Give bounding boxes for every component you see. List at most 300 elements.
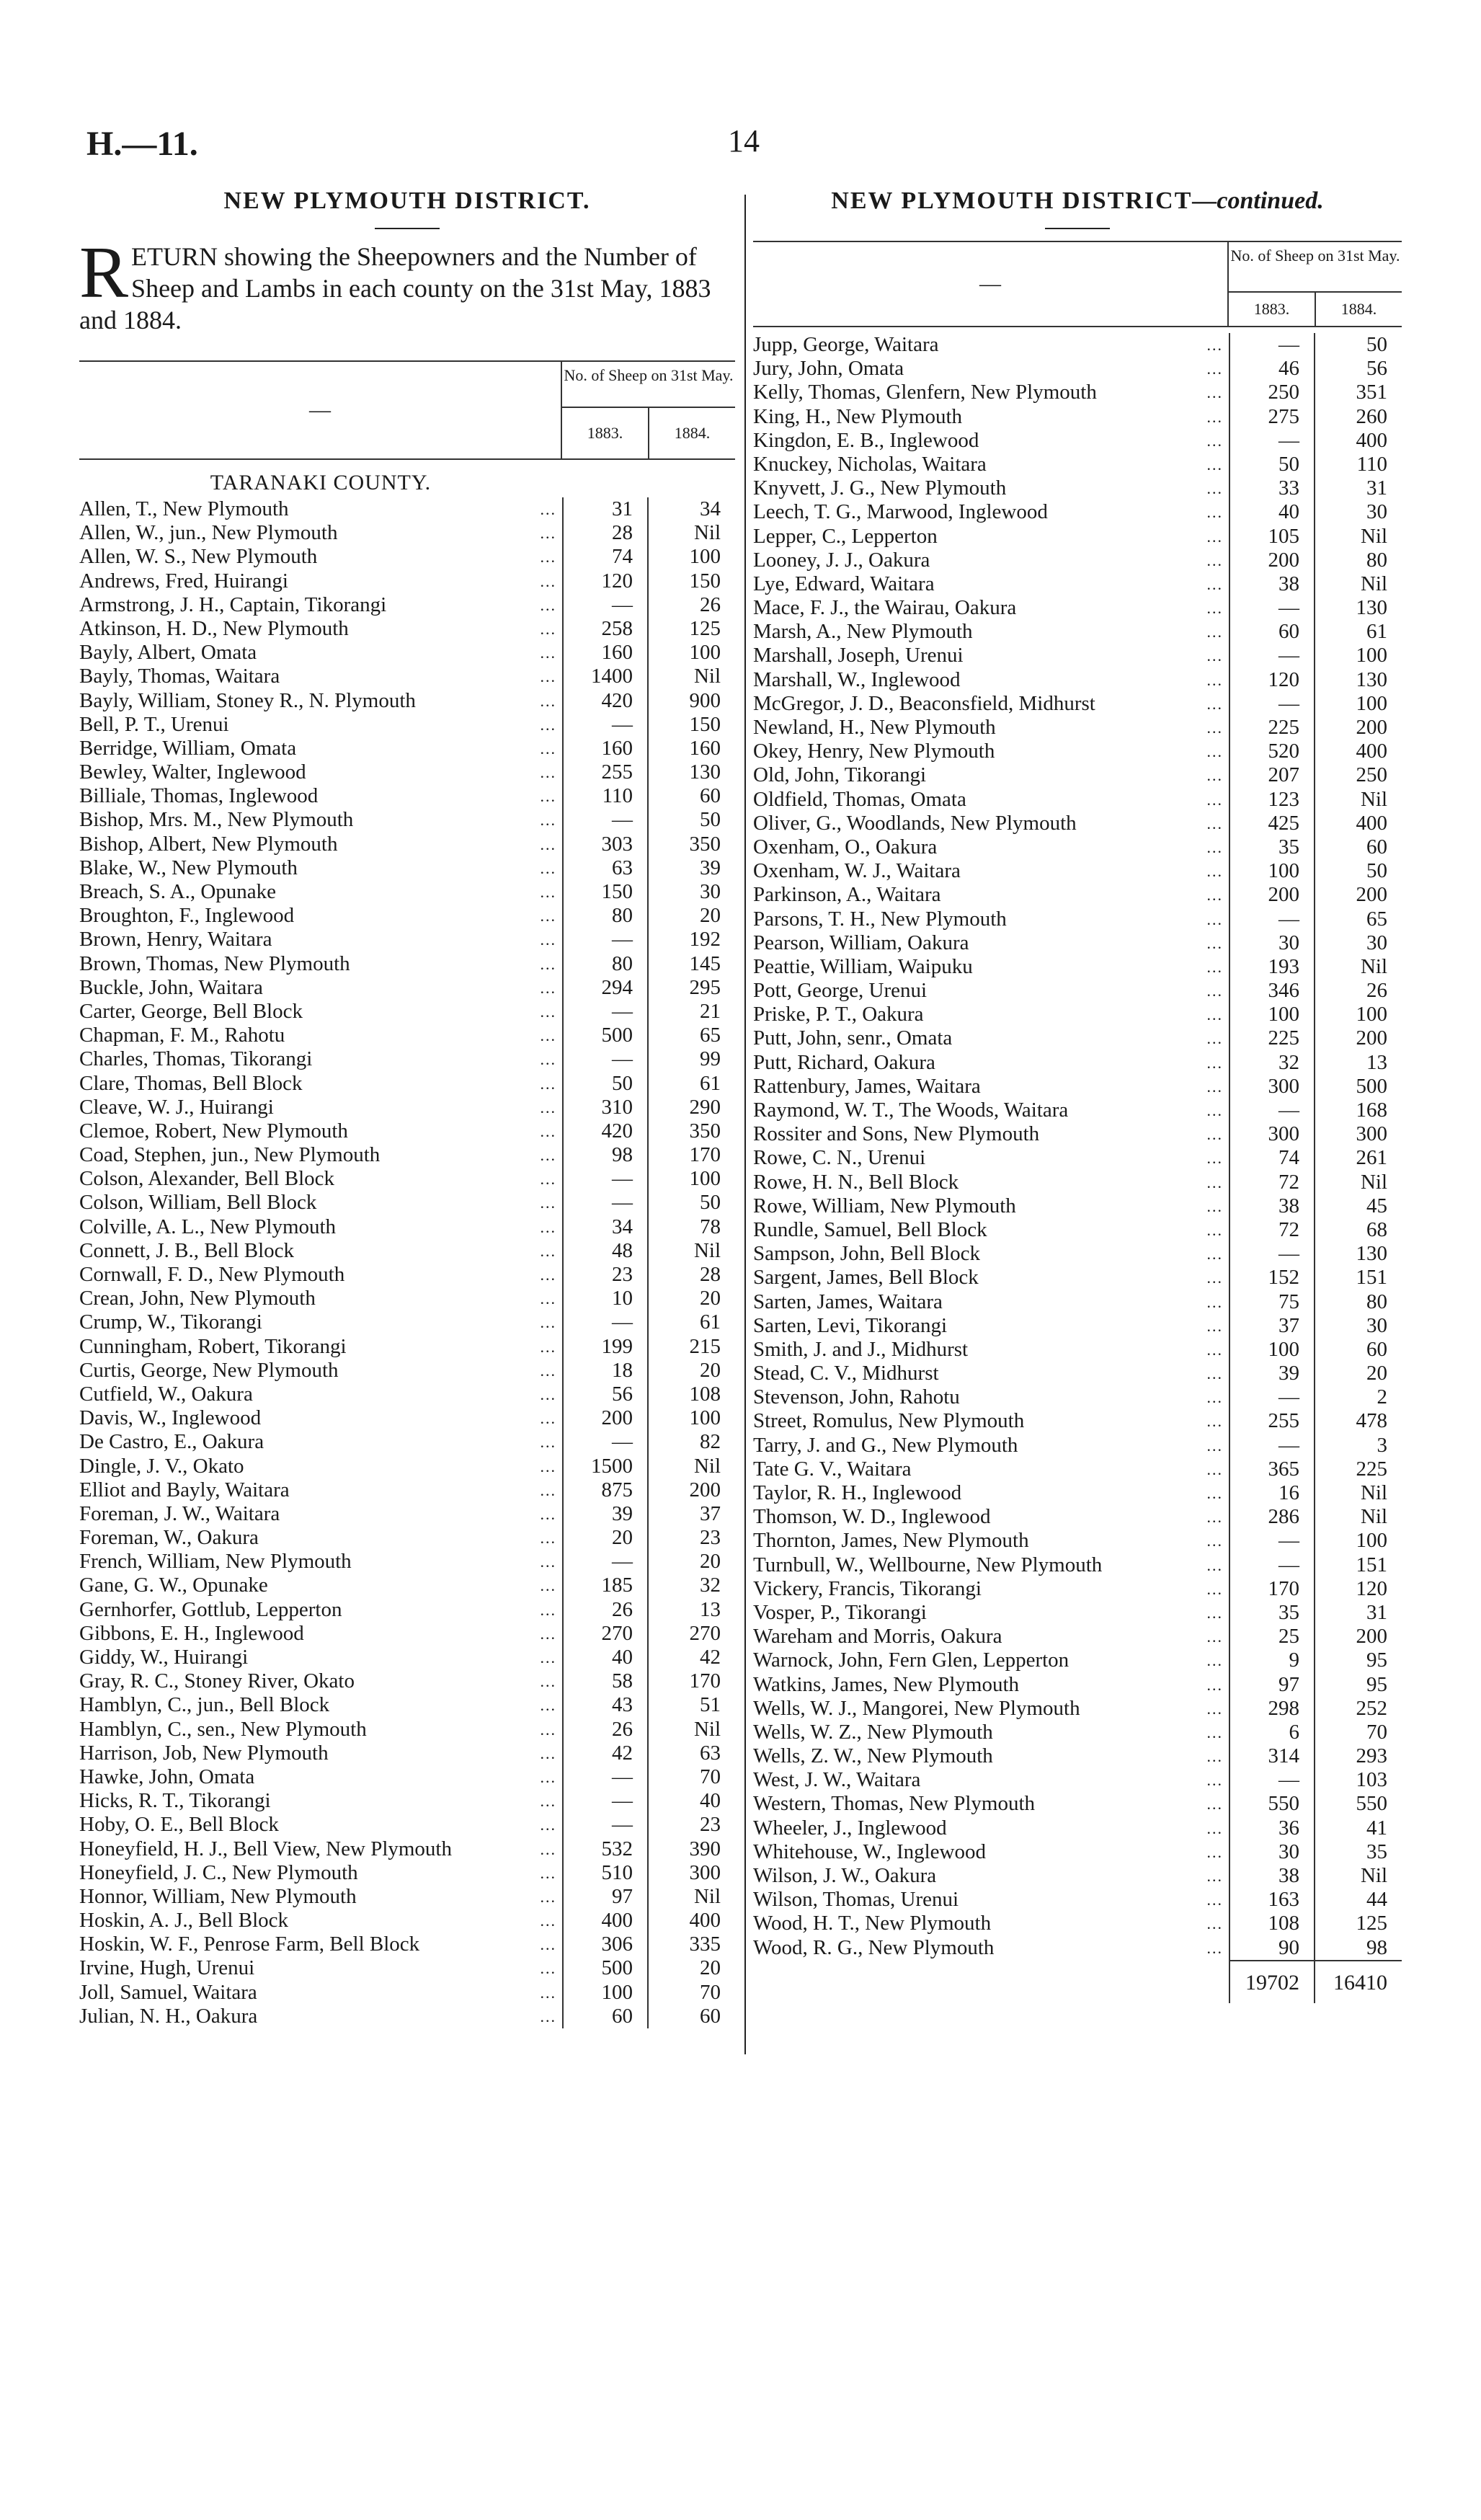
sheep-1883: 40 bbox=[1229, 500, 1315, 524]
owner-name: Stead, C. V., Midhurst bbox=[753, 1362, 942, 1385]
sheep-1884: Nil bbox=[1360, 1481, 1387, 1504]
table-row: Gibbons, E. H., Inglewood ... 270 270 bbox=[79, 1622, 735, 1646]
sheep-1883: 300 bbox=[1229, 1075, 1315, 1099]
sheep-1883: 400 bbox=[562, 1909, 649, 1933]
owner-name: Oliver, G., Woodlands, New Plymouth bbox=[753, 812, 1080, 835]
table-row: Marshall, Joseph, Urenui ... — 100 bbox=[753, 644, 1402, 667]
sheep-1883: 532 bbox=[562, 1837, 649, 1861]
sheep-1884: 50 bbox=[700, 808, 721, 832]
owner-name: Bayly, William, Stoney R., N. Plymouth bbox=[79, 689, 419, 712]
owner-name: Rattenbury, James, Waitara bbox=[753, 1075, 984, 1098]
sheep-1883: 32 bbox=[1229, 1051, 1315, 1075]
owner-name: Street, Romulus, New Plymouth bbox=[753, 1409, 1027, 1432]
owner-name: Hamblyn, C., sen., New Plymouth bbox=[79, 1718, 370, 1741]
intro-text: ETURN showing the Sheepowners and the Number of Sheep and Lambs in each county on the 31st May, 1883 and 1884. bbox=[79, 242, 711, 334]
sheep-1884: 200 bbox=[1356, 883, 1387, 907]
table-row: Chapman, F. M., Rahotu ... 500 65 bbox=[79, 1024, 735, 1047]
sheep-1884: 99 bbox=[700, 1047, 721, 1071]
owner-name: Parsons, T. H., New Plymouth bbox=[753, 908, 1010, 931]
total-1883: 19702 bbox=[1229, 1960, 1315, 2003]
sheep-1883: 120 bbox=[562, 569, 649, 593]
sheep-1883: 36 bbox=[1229, 1816, 1315, 1840]
table-row: Rossiter and Sons, New Plymouth ... 300 300 bbox=[753, 1122, 1402, 1146]
sheep-1883: 35 bbox=[1229, 1601, 1315, 1625]
table-row: Carter, George, Bell Block ... — 21 bbox=[79, 1000, 735, 1024]
sheep-1883: 38 bbox=[1229, 572, 1315, 596]
table-row: Gernhorfer, Gottlub, Lepperton ... 26 13 bbox=[79, 1598, 735, 1622]
owner-name: Lye, Edward, Waitara bbox=[753, 572, 938, 595]
owner-name: Blake, W., New Plymouth bbox=[79, 856, 301, 879]
sheep-1883: — bbox=[562, 1047, 649, 1071]
table-row: Coad, Stephen, jun., New Plymouth ... 98 170 bbox=[79, 1143, 735, 1167]
table-row: Rowe, C. N., Urenui ... 74 261 bbox=[753, 1146, 1402, 1170]
sheep-1883: 152 bbox=[1229, 1266, 1315, 1290]
owner-name: Hawke, John, Omata bbox=[79, 1765, 257, 1788]
owner-name: Bishop, Mrs. M., New Plymouth bbox=[79, 808, 356, 831]
sheep-1884: 250 bbox=[1356, 763, 1387, 787]
owner-name: Coad, Stephen, jun., New Plymouth bbox=[79, 1143, 383, 1166]
district-title: NEW PLYMOUTH DISTRICT. bbox=[223, 187, 591, 214]
sheep-1883: — bbox=[1229, 1529, 1315, 1553]
return-intro bbox=[79, 232, 735, 336]
owner-name: Watkins, James, New Plymouth bbox=[753, 1673, 1022, 1696]
sheep-1883: — bbox=[562, 1310, 649, 1334]
owner-name: Cutfield, W., Oakura bbox=[79, 1383, 256, 1406]
table-row: Vickery, Francis, Tikorangi ... 170 120 bbox=[753, 1577, 1402, 1601]
owner-name: Jury, John, Omata bbox=[753, 357, 907, 380]
owner-name: Rossiter and Sons, New Plymouth bbox=[753, 1122, 1042, 1145]
table-row: Atkinson, H. D., New Plymouth ... 258 125 bbox=[79, 617, 735, 641]
table-row: Honnor, William, New Plymouth ... 97 Nil bbox=[79, 1885, 735, 1909]
totals-row bbox=[753, 1960, 1402, 2003]
sheep-1884: 42 bbox=[700, 1646, 721, 1669]
sheep-1883: 286 bbox=[1229, 1505, 1315, 1529]
page-number: 14 bbox=[728, 123, 760, 159]
sheep-1883: — bbox=[1229, 1553, 1315, 1577]
sheep-1884: 252 bbox=[1356, 1696, 1387, 1720]
sheep-1884: 23 bbox=[700, 1526, 721, 1550]
table-row: Crean, John, New Plymouth ... 10 20 bbox=[79, 1287, 735, 1310]
owner-name: Sarten, Levi, Tikorangi bbox=[753, 1314, 950, 1337]
total-1884: 16410 bbox=[1315, 1960, 1402, 2003]
owner-name: Marshall, W., Inglewood bbox=[753, 668, 964, 691]
table-row: Hamblyn, C., sen., New Plymouth ... 26 Nil bbox=[79, 1718, 735, 1742]
table-row: West, J. W., Waitara ... — 103 bbox=[753, 1768, 1402, 1792]
owner-name: Sarten, James, Waitara bbox=[753, 1290, 946, 1313]
table-row: Giddy, W., Huirangi ... 40 42 bbox=[79, 1646, 735, 1669]
sheep-1883: — bbox=[562, 1789, 649, 1813]
table-row: Sampson, John, Bell Block ... — 130 bbox=[753, 1242, 1402, 1266]
sheep-1884: 110 bbox=[1356, 452, 1387, 476]
owner-name: Foreman, J. W., Waitara bbox=[79, 1502, 283, 1525]
owner-name: Armstrong, J. H., Captain, Tikorangi bbox=[79, 593, 389, 616]
sheep-1884: 130 bbox=[1356, 1242, 1387, 1266]
sheep-1884: 98 bbox=[1366, 1935, 1387, 1959]
owner-name: Andrews, Fred, Huirangi bbox=[79, 569, 291, 593]
name-column-header: — bbox=[79, 362, 562, 458]
table-row: Thornton, James, New Plymouth ... — 100 bbox=[753, 1529, 1402, 1553]
owner-name: De Castro, E., Oakura bbox=[79, 1430, 267, 1453]
sheep-1884: 270 bbox=[689, 1621, 721, 1645]
owner-name: Wilson, Thomas, Urenui bbox=[753, 1888, 961, 1911]
sheep-1883: 72 bbox=[1229, 1171, 1315, 1194]
sheep-1883: 170 bbox=[1229, 1577, 1315, 1601]
sheep-1883: 72 bbox=[1229, 1218, 1315, 1242]
sheep-1883: 98 bbox=[562, 1143, 649, 1167]
sheep-1883: — bbox=[1229, 908, 1315, 931]
sheep-1883: 25 bbox=[1229, 1625, 1315, 1649]
sheep-1883: 100 bbox=[1229, 859, 1315, 883]
sheep-1884: Nil bbox=[693, 1454, 721, 1478]
table-row: Looney, J. J., Oakura ... 200 80 bbox=[753, 549, 1402, 572]
sheep-1884: 30 bbox=[700, 880, 721, 903]
owner-name: Hicks, R. T., Tikorangi bbox=[79, 1789, 274, 1812]
sheep-1883: — bbox=[562, 1000, 649, 1024]
sheep-1883: 40 bbox=[562, 1646, 649, 1669]
sheep-1884: 478 bbox=[1356, 1409, 1387, 1433]
sheep-1883: 9 bbox=[1229, 1649, 1315, 1672]
sheep-1884: 26 bbox=[700, 593, 721, 616]
sheep-1884: 40 bbox=[700, 1789, 721, 1813]
owner-name: Honeyfield, H. J., Bell View, New Plymouth bbox=[79, 1837, 455, 1860]
owner-name: Dingle, J. V., Okato bbox=[79, 1455, 247, 1478]
table-row: Western, Thomas, New Plymouth ... 550 550 bbox=[753, 1792, 1402, 1816]
sheep-1884: 125 bbox=[1356, 1912, 1387, 1935]
table-row: Street, Romulus, New Plymouth ... 255 478 bbox=[753, 1409, 1402, 1433]
table-row: Colson, Alexander, Bell Block ... — 100 bbox=[79, 1167, 735, 1191]
sheep-1884: 130 bbox=[689, 760, 721, 784]
owner-name: Brown, Henry, Waitara bbox=[79, 928, 275, 951]
owner-name: Warnock, John, Fern Glen, Lepperton bbox=[753, 1649, 1072, 1672]
owner-name: Breach, S. A., Opunake bbox=[79, 880, 279, 903]
table-row: Allen, T., New Plymouth ... 31 34 bbox=[79, 497, 735, 521]
table-row: Marshall, W., Inglewood ... 120 130 bbox=[753, 668, 1402, 692]
table-row: Julian, N. H., Oakura ... 60 60 bbox=[79, 2005, 735, 2028]
table-row: Smith, J. and J., Midhurst ... 100 60 bbox=[753, 1338, 1402, 1362]
sheep-1883: 58 bbox=[562, 1669, 649, 1693]
owner-name: Raymond, W. T., The Woods, Waitara bbox=[753, 1099, 1071, 1122]
sheep-1884: 100 bbox=[1356, 644, 1387, 667]
sheep-1884: 20 bbox=[700, 1550, 721, 1574]
table-row: Bayly, William, Stoney R., N. Plymouth ... 420 900 bbox=[79, 689, 735, 713]
sheep-1883: 56 bbox=[562, 1383, 649, 1406]
table-header bbox=[753, 241, 1402, 327]
owner-name: Okey, Henry, New Plymouth bbox=[753, 740, 997, 763]
table-row: Marsh, A., New Plymouth ... 60 61 bbox=[753, 620, 1402, 644]
sheep-1884: 100 bbox=[1356, 1003, 1387, 1026]
owner-name: French, William, New Plymouth bbox=[79, 1550, 355, 1573]
sheep-1884: 60 bbox=[700, 2004, 721, 2028]
sheep-1883: 105 bbox=[1229, 525, 1315, 549]
sheep-1884: 32 bbox=[700, 1574, 721, 1597]
table-row: Hoby, O. E., Bell Block ... — 23 bbox=[79, 1813, 735, 1837]
table-row: Oxenham, O., Oakura ... 35 60 bbox=[753, 835, 1402, 859]
owner-name: Rowe, William, New Plymouth bbox=[753, 1194, 1019, 1217]
sheep-1884: 50 bbox=[700, 1191, 721, 1215]
sheep-1883: — bbox=[1229, 333, 1315, 357]
sheep-1884: Nil bbox=[693, 1238, 721, 1262]
table-row: Kingdon, E. B., Inglewood ... — 400 bbox=[753, 429, 1402, 453]
sheep-1883: 35 bbox=[1229, 835, 1315, 859]
table-row: Vosper, P., Tikorangi ... 35 31 bbox=[753, 1601, 1402, 1625]
sheep-1884: 335 bbox=[689, 1933, 721, 1956]
owner-name: Bell, P. T., Urenui bbox=[79, 713, 232, 736]
sheep-1883: 10 bbox=[562, 1287, 649, 1310]
table-row: Allen, W. S., New Plymouth ... 74 100 bbox=[79, 545, 735, 569]
sheep-1884: 390 bbox=[689, 1837, 721, 1860]
sheep-1884: Nil bbox=[693, 1717, 721, 1741]
sheep-1883: 294 bbox=[562, 976, 649, 1000]
table-row: Mace, F. J., the Wairau, Oakura ... — 130 bbox=[753, 596, 1402, 620]
table-row: Priske, P. T., Oakura ... 100 100 bbox=[753, 1003, 1402, 1026]
sheep-1884: 30 bbox=[1366, 931, 1387, 954]
owner-name: Rowe, C. N., Urenui bbox=[753, 1146, 928, 1169]
sheep-1884: Nil bbox=[1360, 1505, 1387, 1529]
sheep-1884: 295 bbox=[689, 975, 721, 999]
table-row: Jupp, George, Waitara ... — 50 bbox=[753, 333, 1402, 357]
owner-name: Hoskin, A. J., Bell Block bbox=[79, 1909, 291, 1932]
owner-name: Putt, Richard, Oakura bbox=[753, 1051, 938, 1074]
owner-name: Bayly, Albert, Omata bbox=[79, 641, 259, 664]
sheep-1884: 13 bbox=[700, 1597, 721, 1621]
table-row: Cleave, W. J., Huirangi ... 310 290 bbox=[79, 1096, 735, 1119]
table-row: Armstrong, J. H., Captain, Tikorangi ... — 26 bbox=[79, 593, 735, 617]
sheep-1883: 420 bbox=[562, 1119, 649, 1143]
table-row: Jury, John, Omata ... 46 56 bbox=[753, 357, 1402, 381]
owner-name: Allen, W. S., New Plymouth bbox=[79, 545, 320, 568]
year-1884-header: 1884. bbox=[648, 408, 735, 458]
sheep-1883: 1400 bbox=[562, 665, 649, 688]
owner-name: Harrison, Job, New Plymouth bbox=[79, 1742, 332, 1765]
sheep-1883: — bbox=[562, 1191, 649, 1215]
owner-name: Giddy, W., Huirangi bbox=[79, 1646, 251, 1669]
sheep-1883: 43 bbox=[562, 1693, 649, 1717]
owner-name: Looney, J. J., Oakura bbox=[753, 549, 933, 572]
sheep-1884: 80 bbox=[1366, 1290, 1387, 1313]
sheep-1884: 41 bbox=[1366, 1816, 1387, 1840]
owner-name: Allen, T., New Plymouth bbox=[79, 497, 292, 520]
sheep-1884: 130 bbox=[1356, 667, 1387, 691]
name-column-header: — bbox=[753, 242, 1229, 326]
sheep-1884: 65 bbox=[700, 1024, 721, 1047]
table-row: Oxenham, W. J., Waitara ... 100 50 bbox=[753, 859, 1402, 883]
sheep-1883: 314 bbox=[1229, 1744, 1315, 1768]
sheep-1884: 39 bbox=[700, 856, 721, 879]
sheep-1883: — bbox=[1229, 1099, 1315, 1122]
owner-name: Wells, W. Z., New Plymouth bbox=[753, 1721, 996, 1744]
sheep-1884: 260 bbox=[1356, 404, 1387, 428]
owner-name: Hamblyn, C., jun., Bell Block bbox=[79, 1693, 332, 1716]
table-row: King, H., New Plymouth ... 275 260 bbox=[753, 405, 1402, 429]
table-row: Curtis, George, New Plymouth ... 18 20 bbox=[79, 1359, 735, 1383]
owner-name: Knuckey, Nicholas, Waitara bbox=[753, 453, 989, 476]
sheep-1883: 50 bbox=[1229, 453, 1315, 476]
table-row: Hawke, John, Omata ... — 70 bbox=[79, 1765, 735, 1789]
sheep-1884: 34 bbox=[700, 497, 721, 520]
owner-name: Thornton, James, New Plymouth bbox=[753, 1529, 1032, 1552]
sheep-1883: 74 bbox=[562, 545, 649, 569]
table-row: Bishop, Mrs. M., New Plymouth ... — 50 bbox=[79, 808, 735, 832]
sheep-1883: 37 bbox=[1229, 1314, 1315, 1338]
sheep-1884: 215 bbox=[689, 1334, 721, 1358]
table-row: Colson, William, Bell Block ... — 50 bbox=[79, 1191, 735, 1215]
table-row: McGregor, J. D., Beaconsfield, Midhurst ... — 100 bbox=[753, 692, 1402, 716]
sheep-1883: 255 bbox=[562, 760, 649, 784]
owner-name: King, H., New Plymouth bbox=[753, 405, 965, 428]
owner-name: Chapman, F. M., Rahotu bbox=[79, 1024, 288, 1047]
sheep-1884: 100 bbox=[689, 641, 721, 665]
sheep-1884: 68 bbox=[1366, 1217, 1387, 1241]
sheep-1883: 6 bbox=[1229, 1721, 1315, 1744]
sheep-1883: 30 bbox=[1229, 931, 1315, 955]
owner-name: Pearson, William, Oakura bbox=[753, 931, 972, 954]
owner-name: Oxenham, W. J., Waitara bbox=[753, 859, 964, 882]
sheep-1883: 310 bbox=[562, 1096, 649, 1119]
sheep-1884: 80 bbox=[1366, 548, 1387, 572]
sheep-1884: 60 bbox=[1366, 835, 1387, 859]
owner-name: Davis, W., Inglewood bbox=[79, 1406, 264, 1429]
sheep-1884: 400 bbox=[689, 1909, 721, 1933]
sheep-1884: 31 bbox=[1366, 476, 1387, 500]
sheep-1883: 425 bbox=[1229, 812, 1315, 835]
owner-name: Western, Thomas, New Plymouth bbox=[753, 1792, 1038, 1815]
sheep-1884: 192 bbox=[689, 928, 721, 951]
table-row: De Castro, E., Oakura ... — 82 bbox=[79, 1430, 735, 1454]
owner-name: Marshall, Joseph, Urenui bbox=[753, 644, 966, 667]
sheep-1884: 300 bbox=[1356, 1122, 1387, 1146]
owner-name: Broughton, F., Inglewood bbox=[79, 904, 297, 927]
sheep-1883: 303 bbox=[562, 833, 649, 856]
sheep-1884: 400 bbox=[1356, 811, 1387, 835]
sheep-1884: 500 bbox=[1356, 1074, 1387, 1098]
table-row: Wells, W. J., Mangorei, New Plymouth ... 298 252 bbox=[753, 1697, 1402, 1721]
sheep-1884: 82 bbox=[700, 1430, 721, 1454]
table-row: Crump, W., Tikorangi ... — 61 bbox=[79, 1310, 735, 1334]
sheep-count-header: No. of Sheep on 31st May. bbox=[1229, 242, 1402, 293]
table-row: Wilson, Thomas, Urenui ... 163 44 bbox=[753, 1888, 1402, 1912]
sheep-1884: 200 bbox=[1356, 1026, 1387, 1050]
sheep-1883: 75 bbox=[1229, 1290, 1315, 1314]
owner-name: Brown, Thomas, New Plymouth bbox=[79, 952, 353, 975]
sheep-1884: Nil bbox=[1360, 1864, 1387, 1887]
sheep-1884: Nil bbox=[693, 521, 721, 545]
sheep-1884: 350 bbox=[689, 1119, 721, 1143]
sheep-1884: 26 bbox=[1366, 979, 1387, 1003]
sheep-1883: 39 bbox=[562, 1502, 649, 1526]
sheep-1884: 151 bbox=[1356, 1266, 1387, 1290]
sheep-1884: 50 bbox=[1366, 859, 1387, 883]
owner-name: Lepper, C., Lepperton bbox=[753, 525, 940, 548]
table-row: Bayly, Thomas, Waitara ... 1400 Nil bbox=[79, 665, 735, 688]
right-column bbox=[753, 187, 1402, 2003]
sheep-1884: Nil bbox=[1360, 954, 1387, 978]
table-row: Warnock, John, Fern Glen, Lepperton ... 9 95 bbox=[753, 1649, 1402, 1672]
table-row: Tarry, J. and G., New Plymouth ... — 3 bbox=[753, 1434, 1402, 1458]
sheep-1884: 61 bbox=[700, 1071, 721, 1095]
sheep-1883: 163 bbox=[1229, 1888, 1315, 1912]
sheep-1884: 30 bbox=[1366, 500, 1387, 524]
owner-name: Clare, Thomas, Bell Block bbox=[79, 1072, 306, 1095]
sheep-1883: 26 bbox=[562, 1718, 649, 1742]
table-row: Pearson, William, Oakura ... 30 30 bbox=[753, 931, 1402, 955]
left-column bbox=[79, 187, 735, 2028]
owner-name: Vickery, Francis, Tikorangi bbox=[753, 1577, 984, 1600]
sheep-1883: 16 bbox=[1229, 1481, 1315, 1505]
owner-name: Julian, N. H., Oakura bbox=[79, 2005, 260, 2028]
owner-name: Hoskin, W. F., Penrose Farm, Bell Block bbox=[79, 1933, 422, 1956]
sheep-1883: — bbox=[1229, 1242, 1315, 1266]
owner-name: Elliot and Bayly, Waitara bbox=[79, 1478, 293, 1501]
sheep-1883: — bbox=[562, 593, 649, 617]
sheep-1884: 100 bbox=[1356, 1529, 1387, 1553]
table-row: Cutfield, W., Oakura ... 56 108 bbox=[79, 1383, 735, 1406]
sheep-1883: 63 bbox=[562, 856, 649, 880]
table-row: Rattenbury, James, Waitara ... 300 500 bbox=[753, 1075, 1402, 1099]
year-1883-header: 1883. bbox=[1253, 300, 1290, 318]
owner-name: Wood, H. T., New Plymouth bbox=[753, 1912, 994, 1935]
owner-name: Parkinson, A., Waitara bbox=[753, 883, 944, 906]
sheep-1884: 293 bbox=[1356, 1744, 1387, 1768]
table-row: Brown, Henry, Waitara ... — 192 bbox=[79, 928, 735, 951]
sheep-1883: 28 bbox=[562, 521, 649, 545]
owner-name: Tarry, J. and G., New Plymouth bbox=[753, 1434, 1020, 1457]
sheep-1883: 258 bbox=[562, 617, 649, 641]
sheep-1884: 30 bbox=[1366, 1313, 1387, 1337]
sheep-1883: 270 bbox=[562, 1622, 649, 1646]
table-row: Putt, Richard, Oakura ... 32 13 bbox=[753, 1051, 1402, 1075]
sheep-1884: 51 bbox=[700, 1693, 721, 1717]
title-separator bbox=[375, 228, 440, 229]
sheep-1883: — bbox=[1229, 1385, 1315, 1409]
table-row: Wells, W. Z., New Plymouth ... 6 70 bbox=[753, 1721, 1402, 1744]
owner-name: Wood, R. G., New Plymouth bbox=[753, 1936, 997, 1959]
table-row: Gane, G. W., Opunake ... 185 32 bbox=[79, 1574, 735, 1597]
sheep-1883: — bbox=[562, 808, 649, 832]
owner-name: Clemoe, Robert, New Plymouth bbox=[79, 1119, 351, 1143]
county-heading: TARANAKI COUNTY. bbox=[210, 471, 432, 494]
table-row: Bell, P. T., Urenui ... — 150 bbox=[79, 713, 735, 737]
intro-dropcap: R bbox=[79, 232, 129, 314]
sheep-1884: 160 bbox=[689, 736, 721, 760]
owner-name: Jupp, George, Waitara bbox=[753, 333, 942, 356]
sheep-1884: 3 bbox=[1377, 1433, 1387, 1457]
sheep-1884: 45 bbox=[1366, 1194, 1387, 1217]
owner-name: Pott, George, Urenui bbox=[753, 979, 930, 1002]
sheep-1883: 160 bbox=[562, 737, 649, 760]
title-separator bbox=[1045, 228, 1110, 229]
sheep-1883: 200 bbox=[1229, 883, 1315, 907]
table-row: Dingle, J. V., Okato ... 1500 Nil bbox=[79, 1455, 735, 1478]
sheep-1884: 400 bbox=[1356, 740, 1387, 763]
sheep-1883: 23 bbox=[562, 1263, 649, 1287]
owner-name: West, J. W., Waitara bbox=[753, 1768, 923, 1791]
sheep-1884: 351 bbox=[1356, 381, 1387, 404]
table-row: Lepper, C., Lepperton ... 105 Nil bbox=[753, 525, 1402, 549]
sheep-1883: 100 bbox=[562, 1981, 649, 2005]
sheep-1884: 150 bbox=[689, 712, 721, 736]
sheep-1884: 100 bbox=[689, 1406, 721, 1430]
sheep-1884: 20 bbox=[700, 1358, 721, 1382]
sheep-1883: 80 bbox=[562, 904, 649, 928]
sheep-1883: 100 bbox=[1229, 1003, 1315, 1026]
sheep-1884: 550 bbox=[1356, 1792, 1387, 1816]
sheep-1883: 250 bbox=[1229, 381, 1315, 404]
sheep-1884: 95 bbox=[1366, 1649, 1387, 1672]
sheep-1883: — bbox=[562, 1167, 649, 1191]
table-row: Pott, George, Urenui ... 346 26 bbox=[753, 979, 1402, 1003]
owner-name: Mace, F. J., the Wairau, Oakura bbox=[753, 596, 1019, 619]
owner-name: Cornwall, F. D., New Plymouth bbox=[79, 1263, 347, 1286]
